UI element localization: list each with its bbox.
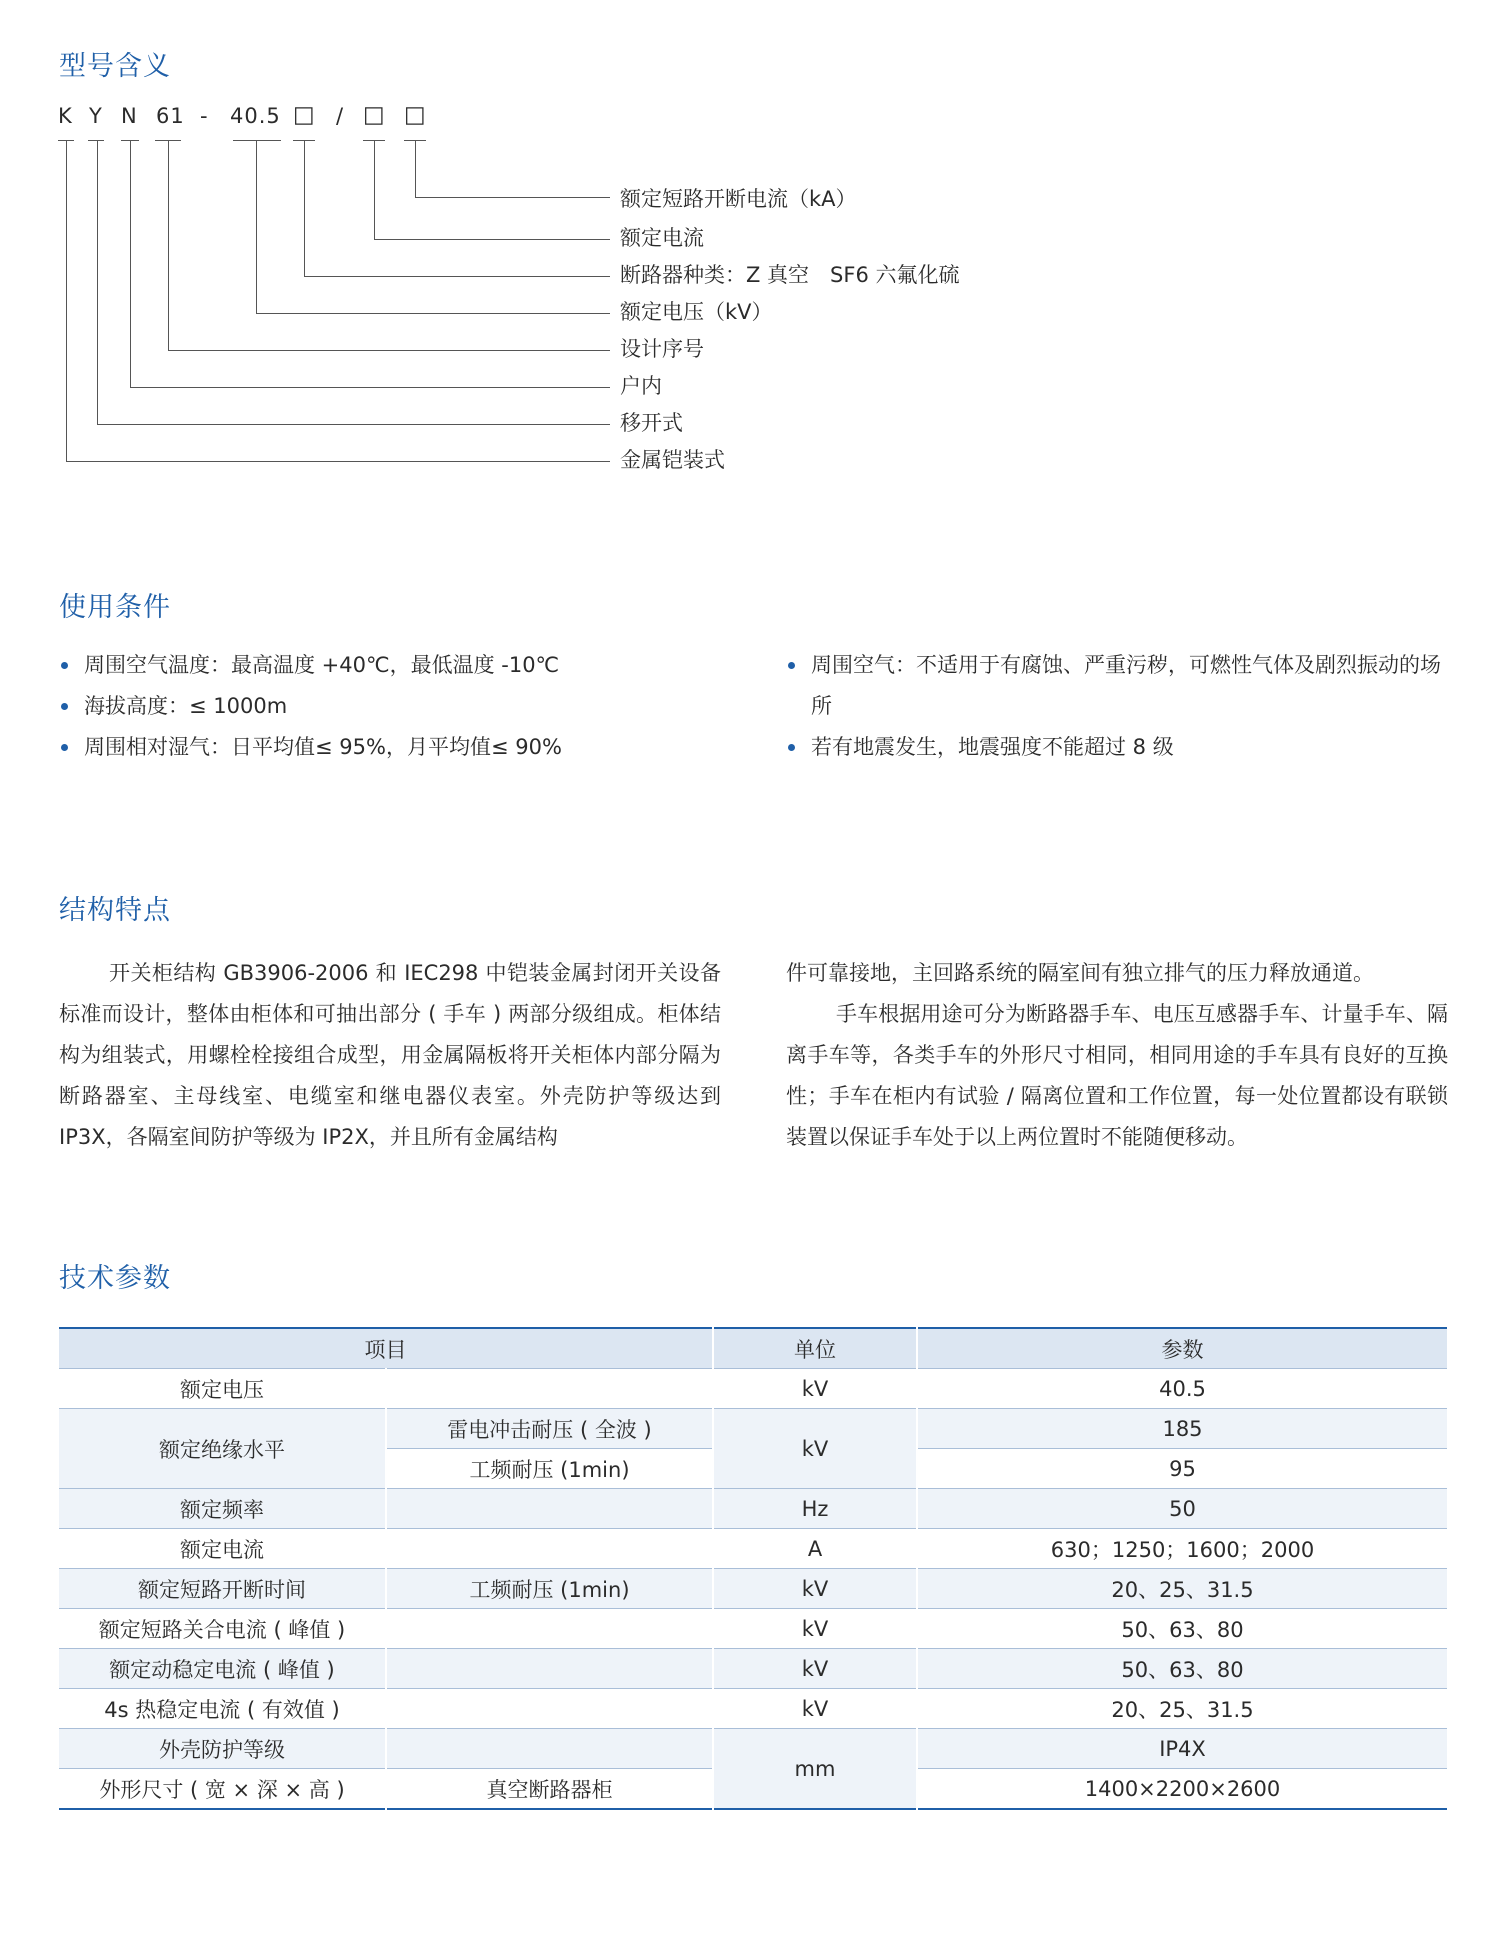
cell-sub (386, 1369, 713, 1409)
list-item: 周围相对湿气：日平均值≤ 95%，月平均值≤ 90% (59, 727, 739, 768)
code-char-slash: / (336, 104, 345, 128)
legend-rated-voltage: 额定电压（kV） (620, 300, 773, 324)
section-title-structure: 结构特点 (59, 895, 171, 926)
section-title-model: 型号含义 (59, 51, 171, 82)
cell-value: IP4X (917, 1729, 1448, 1769)
table-row (59, 1409, 1448, 1449)
cell-value: 1400×2200×2600 (917, 1769, 1448, 1810)
header-item: 项目 (59, 1328, 713, 1369)
legend-indoor: 户内 (620, 374, 662, 398)
cell-sub: 工频耐压 (1min) (386, 1569, 713, 1609)
legend-breaker-type: 断路器种类：Z 真空 SF6 六氟化硫 (620, 263, 960, 287)
cell-item: 额定电压 (59, 1369, 386, 1409)
legend-breaking-current: 额定短路开断电流（kA） (620, 187, 857, 211)
code-char-k: K (58, 104, 73, 128)
cell-item: 外形尺寸 ( 宽 × 深 × 高 ) (59, 1769, 386, 1810)
bullet-icon (61, 744, 68, 751)
structure-paragraph-left: 开关柜结构 GB3906-2006 和 IEC298 中铠装金属封闭开关设备标准而设计，整体由柜体和可抽出部分 ( 手车 ) 两部分级组成。柜体结构为组装式，用螺栓栓接组合成型，用金属隔板将开关柜体内部分隔为断路器室、主母线室、电缆室和继电器仪表室。外壳防护等级达到 IP3X，各隔室间防护等级为 IP2X，并且所有金属结构 (59, 961, 721, 1149)
cell-value: 50、63、80 (917, 1609, 1448, 1649)
table-row (59, 1649, 1448, 1689)
bullet-icon (788, 662, 795, 669)
bullet-icon (61, 703, 68, 710)
bullet-icon (788, 744, 795, 751)
cell-sub (386, 1529, 713, 1569)
conditions-right-list (786, 645, 1456, 768)
legend-withdrawable: 移开式 (620, 411, 683, 435)
structure-paragraph-right-2: 手车根据用途可分为断路器手车、电压互感器手车、计量手车、隔离手车等，各类手车的外形尺寸相同，相同用途的手车具有良好的互换性；手车在柜内有试验 / 隔离位置和工作位置，每一处位置都设有联锁装置以保证手车处于以上两位置时不能随便移动。 (786, 1002, 1448, 1149)
code-char-voltage: 40.5 (230, 104, 281, 128)
list-item: 周围空气温度：最高温度 +40℃，最低温度 -10℃ (59, 645, 739, 686)
cell-unit: A (713, 1529, 917, 1569)
cell-item: 额定动稳定电流 ( 峰值 ) (59, 1649, 386, 1689)
cell-item: 4s 热稳定电流 ( 有效值 ) (59, 1689, 386, 1729)
bullet-icon (61, 662, 68, 669)
cell-unit: kV (713, 1689, 917, 1729)
legend-metal-clad: 金属铠装式 (620, 448, 725, 472)
table-row (59, 1369, 1448, 1409)
cell-sub: 工频耐压 (1min) (386, 1449, 713, 1489)
cell-item: 外壳防护等级 (59, 1729, 386, 1769)
table-header-row (59, 1328, 1448, 1369)
cell-value: 40.5 (917, 1369, 1448, 1409)
cell-item: 额定电流 (59, 1529, 386, 1569)
list-item: 海拔高度：≤ 1000m (59, 686, 739, 727)
table-row (59, 1689, 1448, 1729)
cell-value: 50 (917, 1489, 1448, 1529)
table-row (59, 1489, 1448, 1529)
list-item: 周围空气：不适用于有腐蚀、严重污秽，可燃性气体及剧烈振动的场所 (786, 645, 1456, 727)
code-char-61: 61 (156, 104, 185, 128)
legend-rated-current: 额定电流 (620, 226, 704, 250)
cell-value: 630；1250；1600；2000 (917, 1529, 1448, 1569)
cell-sub (386, 1489, 713, 1529)
table-row (59, 1609, 1448, 1649)
cell-sub (386, 1609, 713, 1649)
table-row (59, 1569, 1448, 1609)
legend-design-number: 设计序号 (620, 337, 704, 361)
cell-unit: Hz (713, 1489, 917, 1529)
cell-unit: kV (713, 1649, 917, 1689)
cell-item: 额定短路关合电流 ( 峰值 ) (59, 1609, 386, 1649)
code-box-breaking: □ (404, 102, 427, 128)
code-char-y: Y (89, 104, 103, 128)
cell-item: 额定短路开断时间 (59, 1569, 386, 1609)
conditions-left-list (59, 645, 739, 768)
cell-unit: kV (713, 1569, 917, 1609)
structure-paragraph-right-1: 件可靠接地，主回路系统的隔室间有独立排气的压力释放通道。 (786, 961, 1374, 985)
model-code-diagram (0, 0, 1500, 500)
code-box-current: □ (363, 102, 386, 128)
technical-params-table (59, 1327, 1449, 1810)
cell-value: 50、63、80 (917, 1649, 1448, 1689)
section-title-params: 技术参数 (59, 1263, 171, 1294)
cell-item: 额定频率 (59, 1489, 386, 1529)
cell-unit: mm (713, 1729, 917, 1810)
code-char-n: N (121, 104, 138, 128)
cell-sub (386, 1729, 713, 1769)
table-row (59, 1529, 1448, 1569)
code-char-dash: - (200, 104, 209, 128)
code-box-breaker: □ (293, 102, 316, 128)
cell-value: 95 (917, 1449, 1448, 1489)
cell-unit: kV (713, 1369, 917, 1409)
cell-unit: kV (713, 1609, 917, 1649)
header-unit: 单位 (713, 1328, 917, 1369)
cell-sub: 真空断路器柜 (386, 1769, 713, 1810)
cell-item: 额定绝缘水平 (59, 1409, 386, 1489)
cell-sub: 雷电冲击耐压 ( 全波 ) (386, 1409, 713, 1449)
header-value: 参数 (917, 1328, 1448, 1369)
cell-unit: kV (713, 1409, 917, 1489)
table-row (59, 1729, 1448, 1769)
cell-value: 185 (917, 1409, 1448, 1449)
list-item: 若有地震发生，地震强度不能超过 8 级 (786, 727, 1456, 768)
cell-sub (386, 1689, 713, 1729)
cell-sub (386, 1649, 713, 1689)
cell-value: 20、25、31.5 (917, 1689, 1448, 1729)
cell-value: 20、25、31.5 (917, 1569, 1448, 1609)
section-title-conditions: 使用条件 (59, 592, 171, 623)
